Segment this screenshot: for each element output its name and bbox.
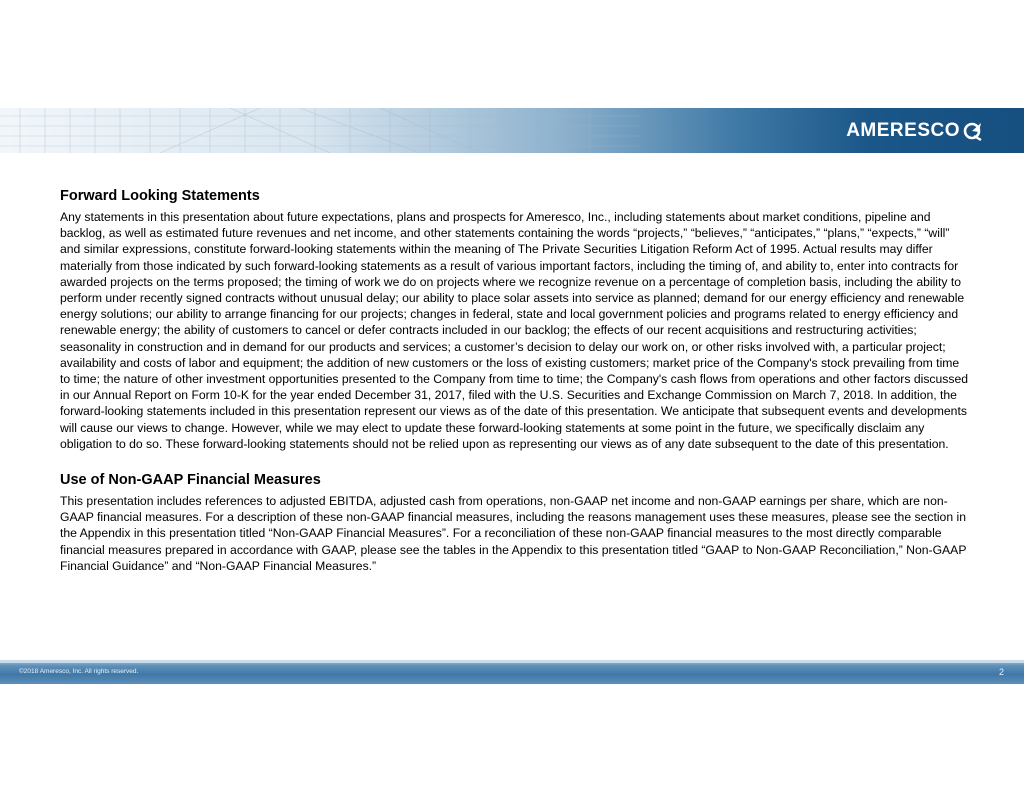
company-logo-text: AMERESCO — [846, 120, 960, 141]
section-title: Use of Non-GAAP Financial Measures — [60, 472, 321, 489]
forward-looking-statements-section — [60, 187, 970, 452]
company-logo — [846, 119, 984, 143]
building-grid-graphic — [0, 108, 640, 153]
non-gaap-section — [60, 471, 970, 574]
footer-band — [0, 660, 1024, 684]
main-content — [60, 187, 970, 574]
copyright-notice: ©2018 Ameresco, Inc. All rights reserved. — [19, 668, 139, 675]
page-number: 2 — [998, 667, 1004, 677]
header-banner — [0, 108, 1024, 153]
ameresco-leaf-icon — [962, 120, 984, 142]
section-title: Forward Looking Statements — [60, 188, 260, 204]
section-body: This presentation includes references to adjusted EBITDA, adjusted cash from operations, non-GAAP net income and non-GAAP earnings per share, which are non-GAAP financial measures. For a description of these non-GAAP financial measures, including the reasons management uses these measures, please see the section in the Appendix in this presentation titled “Non-GAAP Financial Measures”. For a reconciliation of these non-GAAP financial measures to the most directly comparable financial measures prepared in accordance with GAAP, please see the tables in the Appendix to this presentation titled “GAAP to Non-GAAP Reconciliation,” Non-GAAP Financial Guidance” and “Non-GAAP Financial Measures.” — [60, 494, 967, 573]
section-body: Any statements in this presentation about future expectations, plans and prospects for Ameresco, Inc., including statements about market conditions, pipeline and backlog, as well as estimated future revenues and net income, and other statements containing the words “projects,” “believes,” “anticipates,” “plans,” “expects,” “will” and similar expressions, constitute forward-looking statements within the meaning of The Private Securities Litigation Reform Act of 1995. Actual results may differ materially from those indicated by such forward-looking statements as a result of various important factors, including the timing of, and ability to, enter into contracts for awarded projects on the terms proposed; the timing of work we do on projects where we recognize revenue on a percentage of completion basis, including the ability to perform under recently signed contracts without unusual delay; our ability to place solar assets into service as planned; demand for our energy efficiency and renewable energy solutions; our ability to arrange financing for our projects; changes in federal, state and local government policies and programs related to energy efficiency and renewable energy; the ability of customers to cancel or defer contracts included in our backlog; the effects of our recent acquisitions and restructuring activities; seasonality in construction and in demand for our products and services; a customer’s decision to delay our work on, or other risks involved with, a particular project; availability and costs of labor and equipment; the addition of new customers or the loss of existing customers; market price of the Company's stock prevailing from time to time; the nature of other investment opportunities presented to the Company from time to time; the Company's cash flows from operations and other factors discussed in our Annual Report on Form 10-K for the year ended December 31, 2017, filed with the U.S. Securities and Exchange Commission on March 7, 2018. In addition, the forward-looking statements included in this presentation represent our views as of the date of this presentation. We anticipate that subsequent events and developments will cause our views to change. However, while we may elect to update these forward-looking statements at some point in the future, we specifically disclaim any obligation to do so. These forward-looking statements should not be relied upon as representing our views as of any date subsequent to the date of this presentation. — [60, 210, 969, 451]
